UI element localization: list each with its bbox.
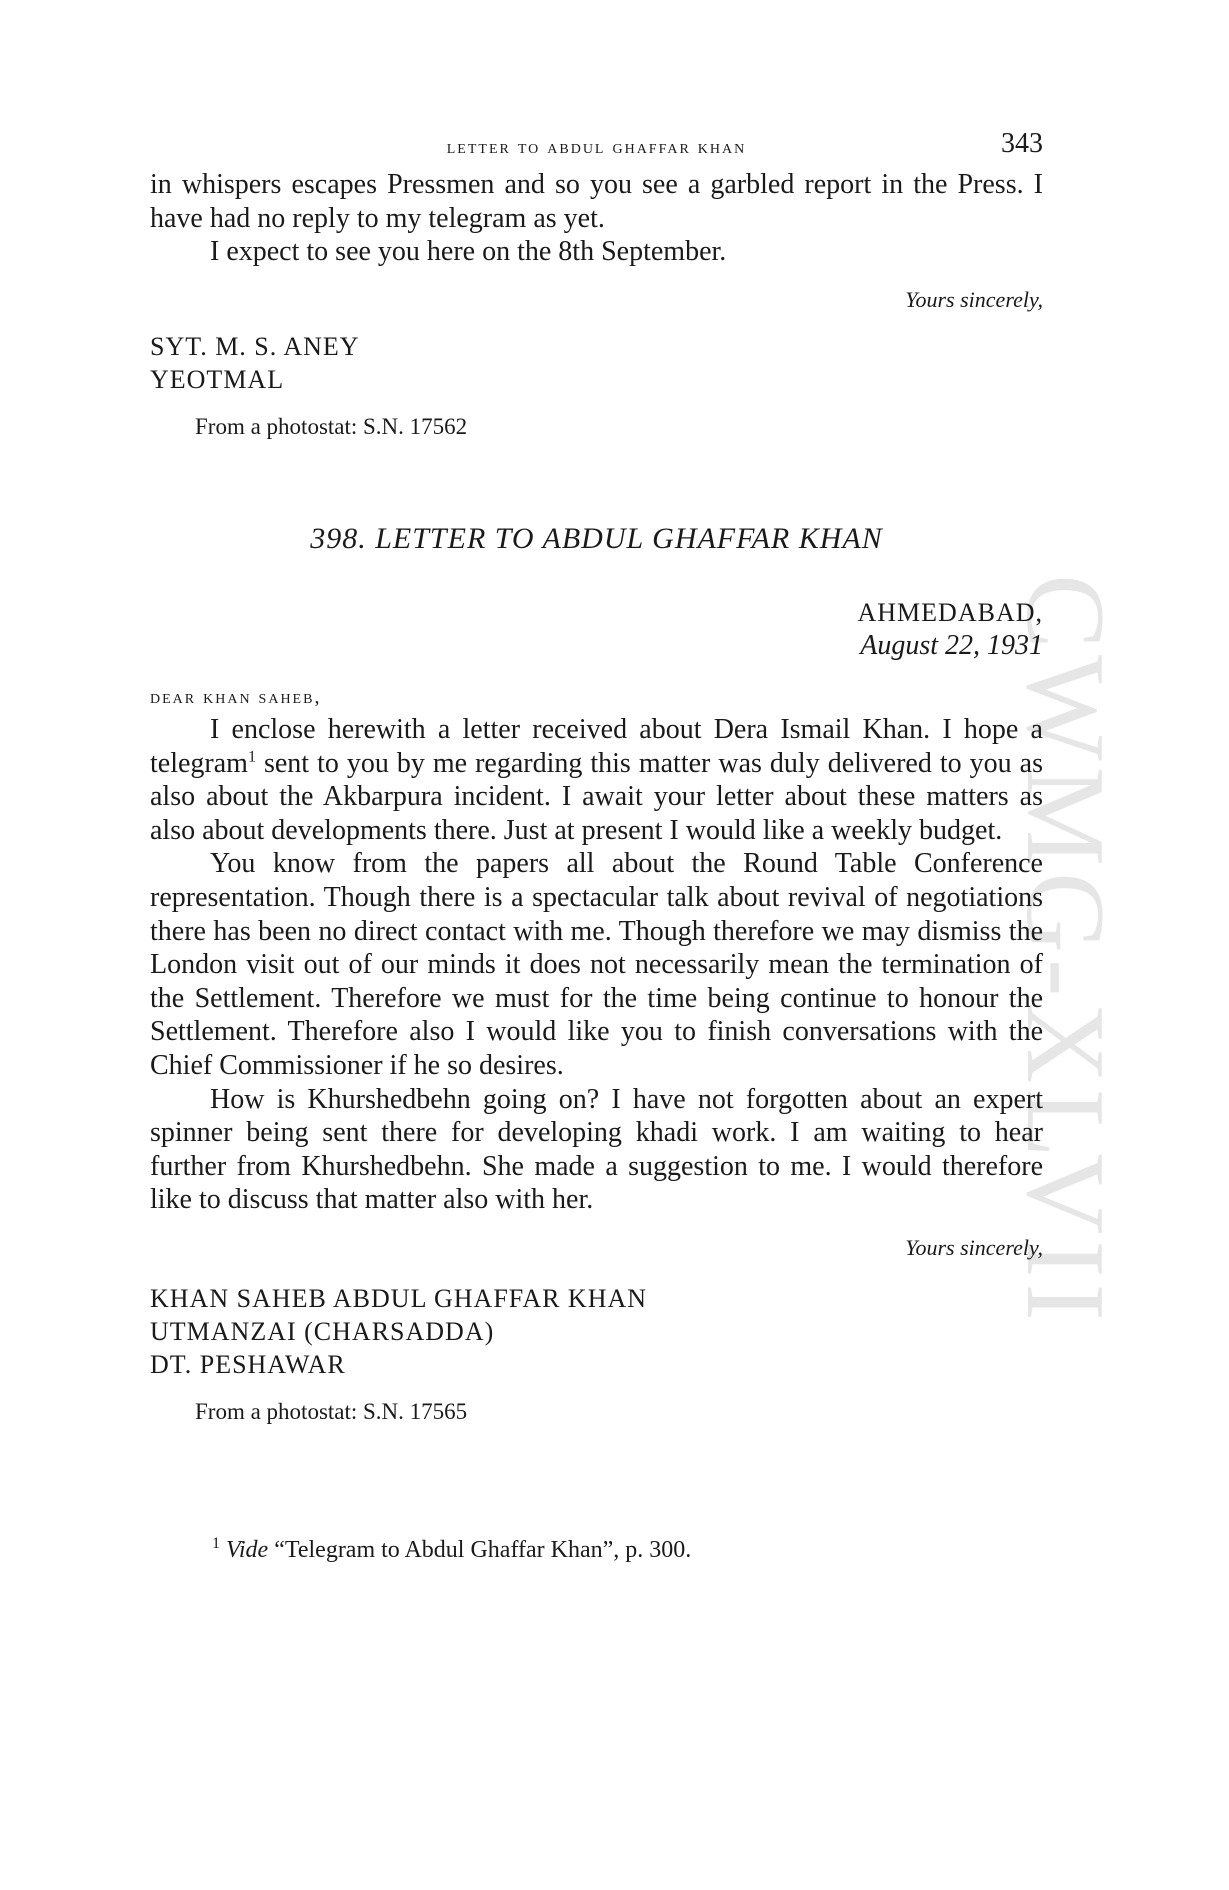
footnote-vide: Vide <box>226 1537 269 1564</box>
footnote-text: “Telegram to Abdul Ghaffar Khan”, p. 300. <box>268 1537 692 1564</box>
closing: Yours sincerely, <box>905 1234 1043 1260</box>
footnote-number: 1 <box>212 1535 220 1553</box>
paragraph: in whispers escapes Pressmen and so you see a garbled report in the Press. I have had no reply to my telegram as yet. <box>150 169 1043 234</box>
source-note: From a photostat: S.N. 17565 <box>195 1399 468 1425</box>
letter-title: 398. LETTER TO ABDUL GHAFFAR KHAN <box>310 521 883 555</box>
paragraph: How is Khurshedbehn going on? I have not forgotten about an expert spinner being sent there for developing khadi work. I am waiting to hear further from Khurshedbehn. She made a suggestion to me. I would therefore like to discuss that matter also with her. <box>150 1083 1043 1216</box>
page-body <box>150 128 1043 1564</box>
closing: Yours sincerely, <box>905 286 1043 312</box>
letter-place: AHMEDABAD, <box>857 597 1043 627</box>
paragraph: I expect to see you here on the 8th September. <box>210 236 727 268</box>
paragraph: You know from the papers all about the Round Table Conference representation. Though there is a spectacular talk about revival of negotiations there has been no direct contact with me. Though therefore we may dismiss the London visit out of our minds it does not necessarily mean the termination of the Settlement. Therefore we must for the time being continue to honour the Settlement. Therefore also I would like you to finish conversations with the Chief Commissioner if he so desires. <box>150 848 1043 1081</box>
addressee-line: KHAN SAHEB ABDUL GHAFFAR KHAN <box>150 1284 648 1314</box>
salutation: dear khan saheb, <box>150 685 322 708</box>
footnote <box>212 1537 1043 1564</box>
letter-date: August 22, 1931 <box>860 629 1043 661</box>
page-header <box>150 128 1043 168</box>
addressee-line: UTMANZAI (CHARSADDA) <box>150 1317 495 1347</box>
addressee-line: DT. PESHAWAR <box>150 1350 346 1380</box>
watermark: CWMG-XLVII <box>1002 573 1127 1327</box>
addressee-block <box>150 330 1043 396</box>
paragraph: I enclose herewith a letter received about Dera Ismail Khan. I hope a telegram$^1$ sent to you by me regarding this matter was duly delivered to you as also about the Akbarpura incident. I await your letter about these matters as also about developments there. Just at present I would like a weekly budget. <box>150 713 1043 846</box>
addressee-block <box>150 1282 1043 1381</box>
source-note: From a photostat: S.N. 17562 <box>195 414 468 440</box>
page-number: 343 <box>1001 128 1043 159</box>
running-title: letter to abdul ghaffar khan <box>446 136 747 158</box>
addressee-line: YEOTMAL <box>150 365 285 395</box>
footnote-marker: 1 <box>247 748 256 766</box>
addressee-line: SYT. M. S. ANEY <box>150 332 360 362</box>
